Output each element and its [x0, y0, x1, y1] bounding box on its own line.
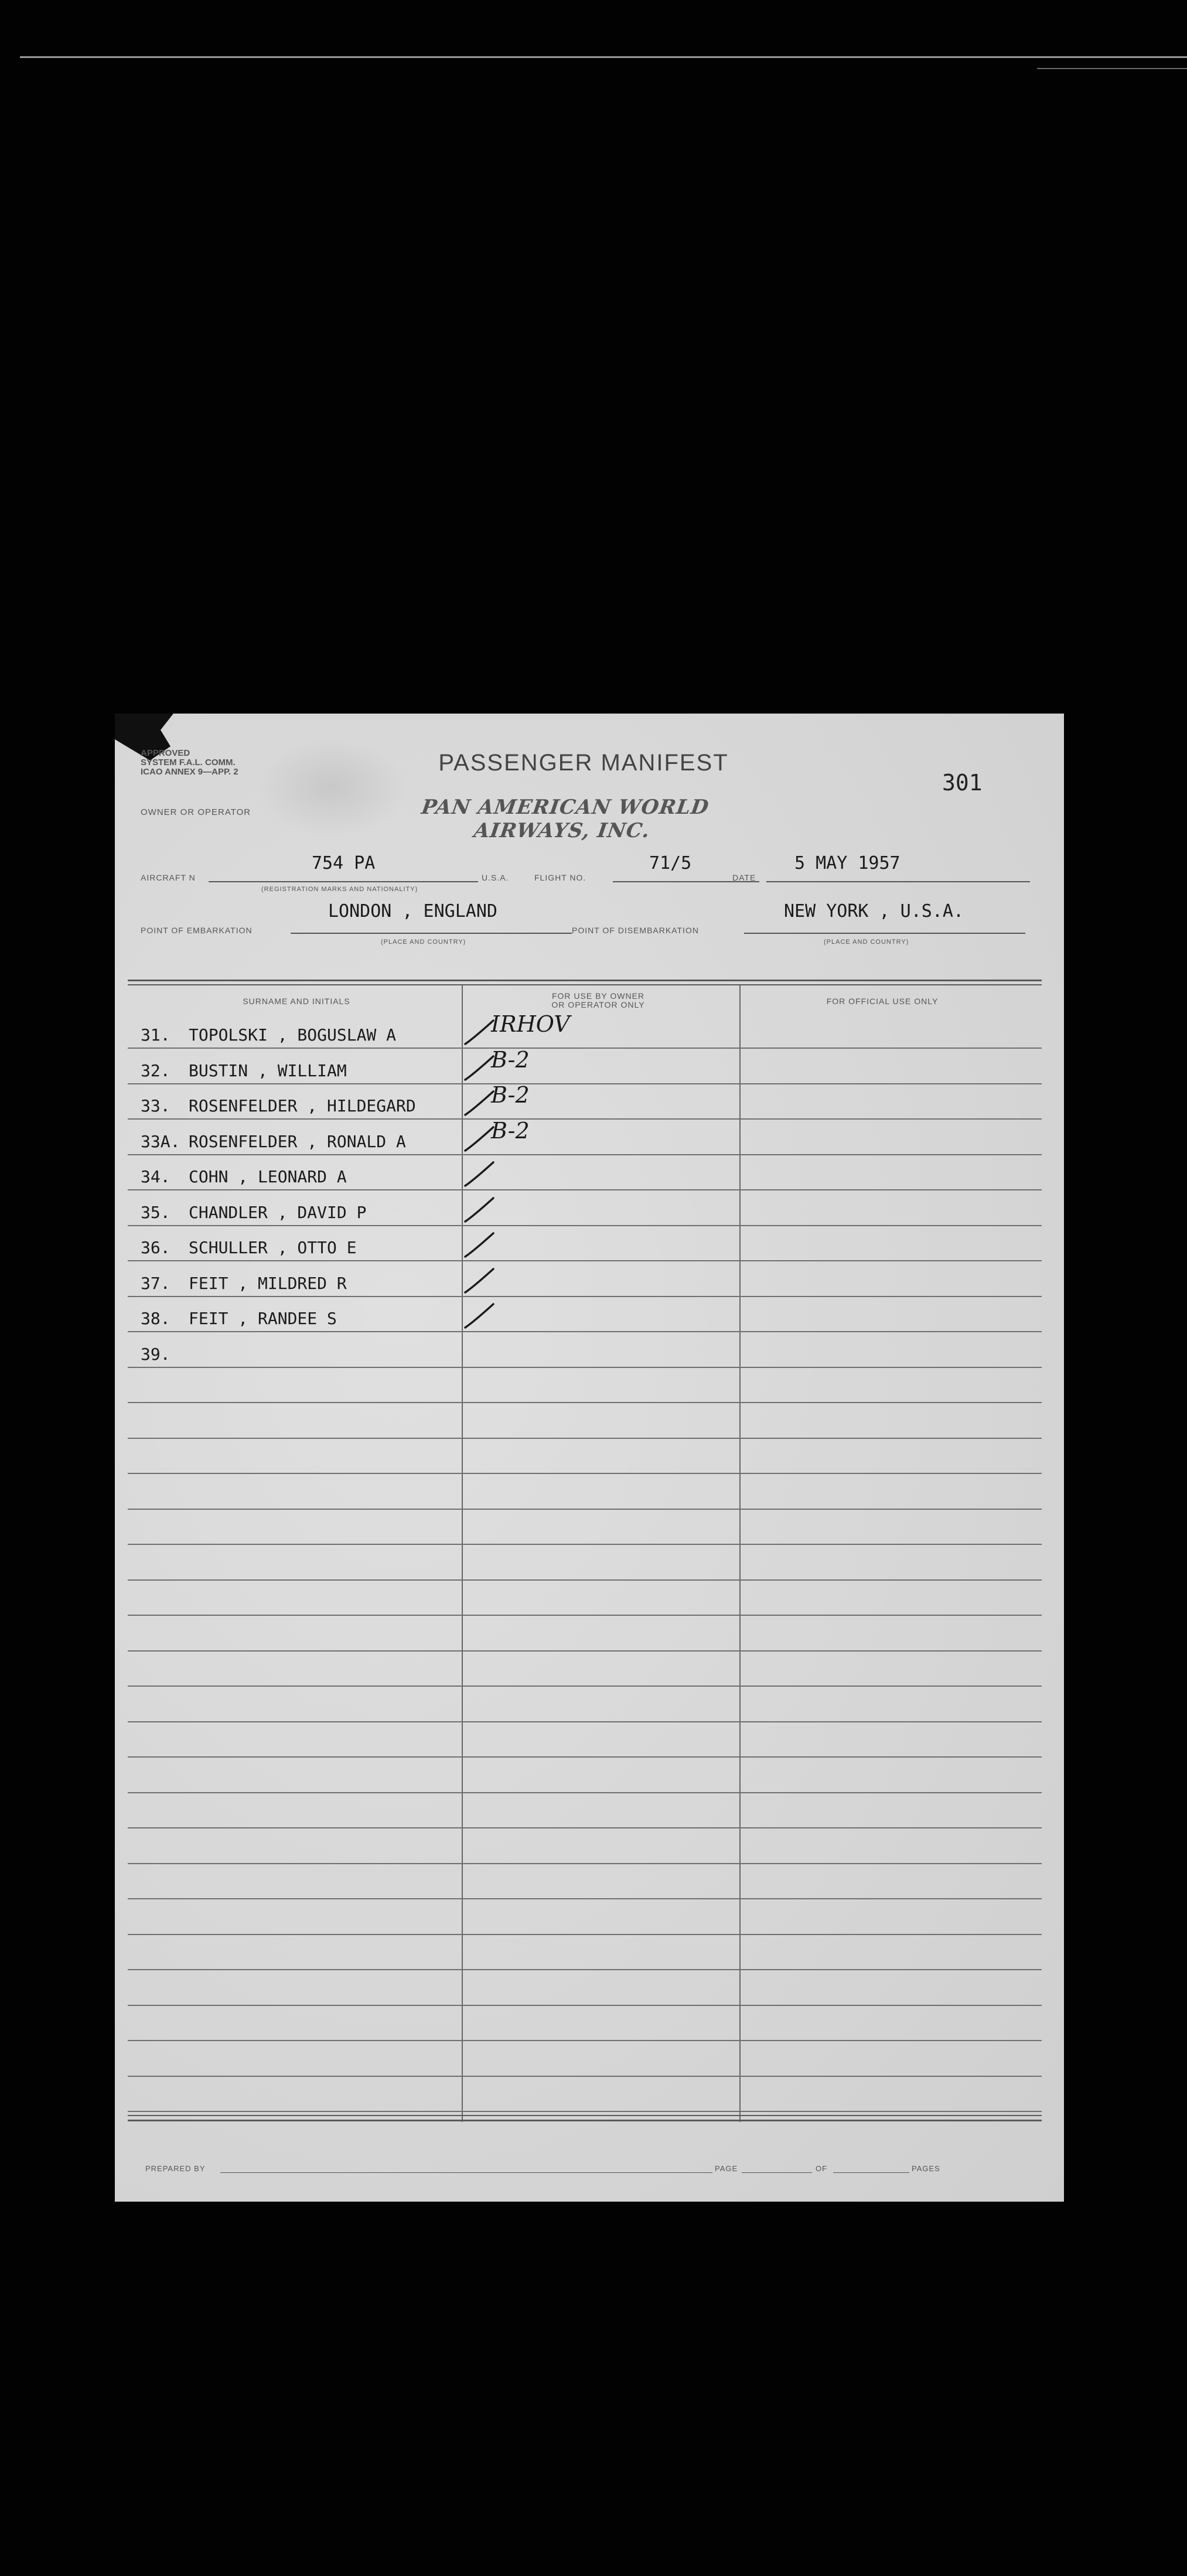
scan-edge-line-short	[1037, 68, 1187, 69]
aircraft-underline	[209, 881, 478, 882]
passenger-row	[128, 1155, 1042, 1190]
flight-label: FLIGHT NO.	[534, 873, 586, 882]
prepared-by-underline	[220, 2172, 712, 2173]
passenger-row	[128, 1226, 1042, 1261]
passenger-number: 32.	[141, 1060, 170, 1080]
page-underline	[742, 2172, 812, 2173]
document-number: 301	[942, 770, 983, 796]
col-official-header: FOR OFFICIAL USE ONLY	[826, 997, 939, 1006]
check-mark-icon	[464, 1089, 494, 1117]
passenger-name: COHN , LEONARD A	[189, 1167, 347, 1186]
blank-row	[128, 1581, 1042, 1616]
blank-row	[128, 1687, 1042, 1722]
blank-row	[128, 1793, 1042, 1828]
passenger-number: 35.	[141, 1202, 170, 1222]
passenger-row	[128, 1191, 1042, 1226]
check-mark-icon	[464, 1267, 494, 1295]
passenger-row	[128, 1084, 1042, 1120]
passenger-number: 33.	[141, 1096, 170, 1115]
blank-row	[128, 1616, 1042, 1652]
blank-row	[128, 1900, 1042, 1935]
handwritten-annotation: B-2	[491, 1082, 530, 1108]
footer-rule-2	[128, 2120, 1042, 2121]
embarkation-underline	[291, 933, 572, 934]
footer-rule-1	[128, 2115, 1042, 2116]
blank-row	[128, 2077, 1042, 2112]
registration-note: (REGISTRATION MARKS AND NATIONALITY)	[261, 886, 418, 893]
approval-line: APPROVED	[141, 748, 190, 758]
blank-row	[128, 1510, 1042, 1545]
passenger-number: 33A.	[141, 1131, 180, 1151]
blank-row	[128, 1475, 1042, 1510]
blank-row	[128, 1652, 1042, 1687]
col-surname-header: SURNAME AND INITIALS	[243, 997, 350, 1006]
check-mark-icon	[464, 1196, 494, 1224]
passenger-row	[128, 1262, 1042, 1297]
blank-row	[128, 2006, 1042, 2041]
check-mark-icon	[464, 1302, 494, 1330]
passenger-row	[128, 1011, 1042, 1049]
place-note-disembark: (PLACE AND COUNTRY)	[824, 939, 909, 946]
handwritten-annotation: B-2	[491, 1046, 530, 1073]
passenger-row	[128, 1117, 1042, 1155]
aircraft-value: 754 PA	[312, 853, 376, 874]
passenger-row	[128, 1046, 1042, 1084]
embarkation-value: LONDON , ENGLAND	[328, 901, 497, 922]
passenger-number: 34.	[141, 1167, 170, 1186]
passenger-number: 38.	[141, 1309, 170, 1328]
passenger-number: 36.	[141, 1238, 170, 1257]
check-mark-icon	[464, 1054, 494, 1082]
page-label: PAGE	[715, 2164, 738, 2173]
check-mark-icon	[464, 1125, 494, 1153]
airline-name: PAN AMERICAN WORLD AIRWAYS, INC.	[419, 796, 711, 842]
prepared-by-label: PREPARED BY	[145, 2164, 206, 2173]
passenger-row	[128, 1333, 1042, 1368]
row-rule	[128, 2111, 1042, 2112]
passenger-number: 39.	[141, 1344, 170, 1364]
passenger-name: FEIT , RANDEE S	[189, 1309, 337, 1328]
blank-row	[128, 1722, 1042, 1758]
blank-row	[128, 1935, 1042, 1970]
check-mark-icon	[464, 1231, 494, 1259]
col-owner-use-line2: OR OPERATOR ONLY	[551, 1000, 645, 1009]
passenger-name: FEIT , MILDRED R	[189, 1273, 347, 1293]
passenger-number: 37.	[141, 1273, 170, 1293]
disembarkation-label: POINT OF DISEMBARKATION	[572, 926, 699, 935]
blank-row	[128, 1864, 1042, 1899]
blank-row	[128, 2042, 1042, 2077]
pages-label: PAGES	[912, 2164, 940, 2173]
handwritten-annotation: B-2	[491, 1117, 530, 1144]
page-title: PASSENGER MANIFEST	[438, 750, 729, 776]
approval-line: SYSTEM F.A.L. COMM.	[141, 758, 236, 767]
embarkation-label: POINT OF EMBARKATION	[141, 926, 253, 935]
approval-stamp	[141, 749, 238, 777]
owner-operator-label: OWNER OR OPERATOR	[141, 807, 251, 817]
handwritten-annotation: IRHOV	[491, 1011, 570, 1037]
passenger-name: BUSTIN , WILLIAM	[189, 1060, 347, 1080]
passenger-name: SCHULLER , OTTO E	[189, 1238, 357, 1257]
date-underline	[766, 881, 1030, 882]
blank-row	[128, 1404, 1042, 1439]
blank-row	[128, 1545, 1042, 1581]
flight-value: 71/5	[649, 853, 692, 874]
passenger-name: TOPOLSKI , BOGUSLAW A	[189, 1025, 397, 1045]
approval-line: ICAO ANNEX 9—APP. 2	[141, 767, 238, 777]
of-label: OF	[816, 2164, 828, 2173]
usa-label: U.S.A.	[482, 873, 509, 882]
passenger-name: ROSENFELDER , HILDEGARD	[189, 1096, 416, 1115]
passenger-name: CHANDLER , DAVID P	[189, 1202, 367, 1222]
blank-row	[128, 1758, 1042, 1793]
header-rule-top-2	[128, 984, 1042, 985]
col-owner-use-header	[466, 992, 730, 1009]
blank-row	[128, 1439, 1042, 1474]
date-label: DATE	[732, 873, 756, 882]
check-mark-icon	[464, 1018, 494, 1046]
blank-row	[128, 1971, 1042, 2006]
passenger-number: 31.	[141, 1025, 170, 1045]
place-note-embark: (PLACE AND COUNTRY)	[381, 939, 466, 946]
aircraft-label: AIRCRAFT N	[141, 873, 196, 882]
manifest-sheet	[115, 714, 1064, 2202]
of-underline	[833, 2172, 909, 2173]
blank-row	[128, 1829, 1042, 1864]
scan-edge-line	[20, 56, 1187, 58]
disembarkation-value: NEW YORK , U.S.A.	[784, 901, 964, 922]
date-value: 5 MAY 1957	[794, 853, 901, 874]
col-owner-use-line1: FOR USE BY OWNER	[551, 991, 645, 1001]
passenger-name: ROSENFELDER , RONALD A	[189, 1131, 406, 1151]
blank-row	[128, 1368, 1042, 1403]
check-mark-icon	[464, 1160, 494, 1188]
disembarkation-underline	[744, 933, 1025, 934]
header-rule-top	[128, 980, 1042, 981]
passenger-row	[128, 1297, 1042, 1332]
